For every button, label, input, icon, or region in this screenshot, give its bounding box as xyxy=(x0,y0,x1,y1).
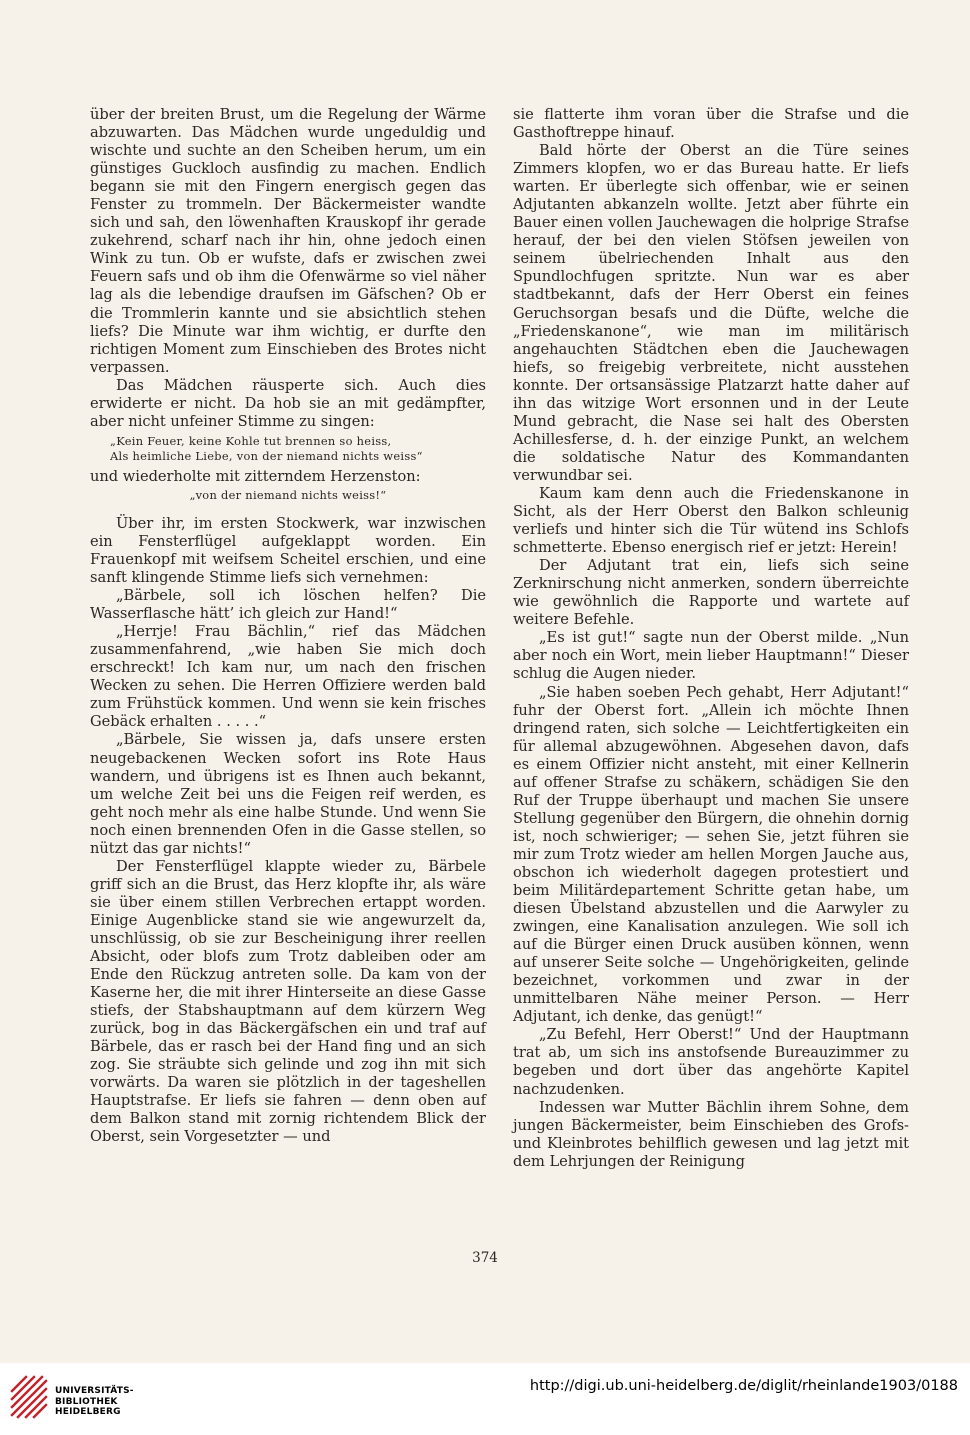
paragraph: Der Fensterflügel klappte wieder zu, Bärbele griff sich an die Brust, das Herz klopfte ihr, als wäre sie über einem stillen Verbrechen ertappt worden. Einige Augenblicke stand sie wie angewurzelt da, unschlüssig, ob sie zur Bescheinigung ihrer reellen Absicht, oder blofs zum Trotz dableiben oder am Ende den Rückzug antreten solle. Da kam von der Kaserne her, die mit ihrer Hinterseite an diese Gasse stiefs, der Stabshauptmann auf dem kürzern Weg zurück, bog in das Bäckergäfschen ein und traf auf Bärbele, das er rasch bei der Hand fing und an sich zog. Sie sträubte sich gelinde und zog ihn mit sich vorwärts. Da waren sie plötzlich in der tageshellen Hauptstrafse. Er liefs sie fahren — denn oben auf dem Balkon stand mit zornig richtendem Blick der Oberst, sein Vorgesetzter — und xyxy=(90,857,486,1146)
paragraph: über der breiten Brust, um die Regelung der Wärme abzuwarten. Das Mädchen wurde ungeduldig und wischte und suchte an den Scheiben herum, um ein günstiges Guckloch ausfindig zu machen. Endlich begann sie mit den Fingern energisch gegen das Fenster zu trommeln. Der Bäckermeister wandte sich und sah, den löwenhaften Krauskopf ihr gerade zukehrend, scharf nach ihr hin, ohne jedoch einen Wink zu tun. Ob er wufste, dafs er zwischen zwei Feuern safs und ob ihm die Ofenwärme so viel näher lag als die lebendige draufsen im Gäfschen? Ob er die Trommlerin kannte und sie absichtlich stehen liefs? Die Minute war ihm wichtig, er durfte den richtigen Moment zum Einschieben des Brotes nicht verpassen. xyxy=(90,106,486,376)
paragraph: „Sie haben soeben Pech gehabt, Herr Adjutant!“ fuhr der Oberst fort. „Allein ich möchte Ihnen dringend raten, sich solche — Leichtfertigkeiten ein für allemal abzugewöhnen. Abgesehen davon, dafs es einem Offizier nicht ansteht, mit einer Kellnerin auf offener Strafse zu schäkern, schädigen Sie den Ruf der Truppe überhaupt und machen Sie unsere Stellung gegenüber den Bürgern, die ohnehin dornig ist, noch schwieriger; — sehen Sie, jetzt führen sie mir zum Trotz wieder am hellen Morgen Jauche aus, obschon ich wiederholt dagegen protestiert und beim Militärdepartement Schritte getan habe, um diesen Übelstand abzustellen und die Aarwyler zu zwingen, eine Kanalisation anzulegen. Wie soll ich auf die Bürger einen Druck ausüben können, wenn auf unserer Seite solche — Ungehörigkeiten, gelinde bezeichnet, vorkommen und zwar in der unmittelbaren Nähe meiner Person. — Herr Adjutant, ich denke, das genügt!“ xyxy=(513,683,909,1026)
paragraph: „Es ist gut!“ sagte nun der Oberst milde. „Nun aber noch ein Wort, mein lieber Hauptmann!“ Dieser schlug die Augen nieder. xyxy=(513,629,909,683)
paragraph: Indessen war Mutter Bächlin ihrem Sohne, dem jungen Bäckermeister, beim Einschieben des Grofs- und Kleinbrotes behilflich gewesen und lag jetzt mit dem Lehrjungen der Reinigung xyxy=(513,1098,909,1170)
paragraph: Der Adjutant trat ein, liefs sich seine Zerknirschung nicht anmerken, sondern überreichte wie gewöhnlich die Rapporte und wartete auf weitere Befehle. xyxy=(513,557,909,629)
library-name xyxy=(55,1386,134,1418)
paragraph: und wiederholte mit zitterndem Herzenston: xyxy=(90,467,421,485)
library-name-line: UNIVERSITÄTS- xyxy=(55,1386,134,1396)
page-number: 374 xyxy=(472,1250,498,1266)
paragraph: „Herrje! Frau Bächlin,“ rief das Mädchen zusammenfahrend, „wie haben Sie mich doch erschreckt! Ich kam nur, um nach den frischen Wecken zu sehen. Die Herren Offiziere werden bald zum Frühstück kommen. Und wenn sie kein frisches Gebäck erhalten . . . . .“ xyxy=(90,623,486,731)
paragraph: Kaum kam denn auch die Friedenskanone in Sicht, als der Herr Oberst den Balkon schleunig verliefs und hinter sich die Tür wütend ins Schlofs schmetterte. Ebenso energisch rief er jetzt: Herein! xyxy=(513,484,909,557)
verse-line: „Kein Feuer, keine Kohle tut brennen so heiss, xyxy=(110,433,392,448)
paragraph: Über ihr, im ersten Stockwerk, war inzwischen ein Fensterflügel aufgeklappt worden. Ein Frauenkopf mit weifsem Scheitel erschien, und eine sanft klingende Stimme liefs sich vernehmen: xyxy=(90,514,486,587)
verse-quote xyxy=(90,488,486,503)
library-name-line: HEIDELBERG xyxy=(55,1407,121,1417)
paragraph: „Bärbele, Sie wissen ja, dafs unsere ersten neugebackenen Wecken sofort ins Rote Haus wandern, und übrigens ist es Ihnen auch bekannt, um welche Zeit bei uns die Feigen reif werden, es geht noch mehr als eine halbe Stunde. Und wenn Sie noch einen brennenden Ofen in die Gasse stellen, so nützt das gar nichts!“ xyxy=(90,731,486,857)
source-url-link[interactable]: http://digi.ub.uni-heidelberg.de/diglit/rheinlande1903/0188 xyxy=(529,1378,958,1394)
right-text-column xyxy=(513,106,909,1171)
paragraph: Das Mädchen räusperte sich. Auch dies erwiderte er nicht. Da hob sie an mit gedämpfter, aber nicht unfeiner Stimme zu singen: xyxy=(90,376,486,430)
paragraph: „Zu Befehl, Herr Oberst!“ Und der Hauptmann trat ab, um sich ins anstofsende Bureauzimmer zu begeben und dort über das angehörte Kapitel nachzudenken. xyxy=(513,1026,909,1098)
verse-quote xyxy=(90,434,486,464)
footer-bar xyxy=(0,1363,970,1435)
paragraph: „Bärbele, soll ich löschen helfen? Die Wasserflasche hätt’ ich gleich zur Hand!“ xyxy=(90,587,486,623)
verse-line: „von der niemand nichts weiss!“ xyxy=(189,487,387,502)
left-text-column xyxy=(90,106,486,1147)
paragraph: sie flatterte ihm voran über die Strafse und die Gasthoftreppe hinauf. xyxy=(513,106,909,142)
paragraph: Bald hörte der Oberst an die Türe seines Zimmers klopfen, wo er das Bureau hatte. Er liefs warten. Er überlegte sich offenbar, wie er seinen Adjutanten abkanzeln wollte. Jetzt aber führte ein Bauer einen vollen Jauchewagen die holprige Strafse herauf, der bei den vielen Stöfsen jeweilen von seinem übelriechenden Inhalt aus den Spundlochfugen spritzte. Nun war es aber stadtbekannt, dafs der Herr Oberst ein feines Geruchsorgan besafs und die Düfte, welche die „Friedenskanone“, wie man im militärisch angehauchten Städtchen eben die Jauchewagen hiefs, so freigebig verbreitete, nicht ausstehen konnte. Der ortsansässige Platzarzt hatte daher auf ihn das witzige Wort ersonnen und in der Leute Mund gebracht, die Nase sei halt des Obersten Achillesferse, d. h. der einzige Punkt, an welchem die soldatische Natur des Kommandanten verwundbar sei. xyxy=(513,142,909,484)
verse-line: Als heimliche Liebe, von der niemand nichts weiss“ xyxy=(110,448,423,463)
library-name-line: BIBLIOTHEK xyxy=(55,1396,118,1407)
ub-heidelberg-logo-icon xyxy=(8,1373,50,1421)
